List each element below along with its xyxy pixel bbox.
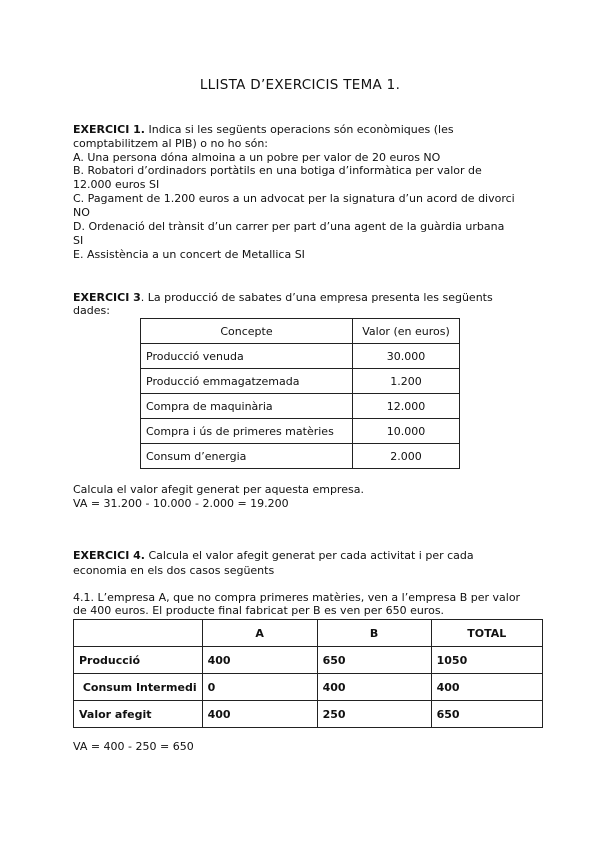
exercise-1-line: E. Assistència a un concert de Metallica SI — [73, 248, 305, 261]
exercise-1-line: SI — [73, 234, 84, 247]
exercise-3-line: dades: — [73, 304, 110, 317]
table-row — [74, 674, 543, 701]
table-cell: 1.200 — [353, 369, 460, 394]
table-cell: 10.000 — [353, 419, 460, 444]
table-cell: 400 — [317, 674, 431, 701]
table-row — [74, 701, 543, 728]
exercise-4-heading: EXERCICI 4. — [73, 549, 145, 562]
table-cell: 650 — [317, 647, 431, 674]
table-cell: Consum d’energia — [141, 444, 353, 469]
table-cell: 12.000 — [353, 394, 460, 419]
exercise-3-heading: EXERCICI 3 — [73, 291, 141, 304]
exercise-4-text: Calcula el valor afegit generat per cada activitat i per cada — [144, 549, 474, 562]
exercise-4-line: economia en els dos casos següents — [73, 564, 275, 577]
exercise-1-line: 12.000 euros SI — [73, 178, 160, 191]
exercise-1-line: D. Ordenació del trànsit d’un carrer per part d’una agent de la guàrdia urbana — [73, 220, 505, 233]
table-row — [141, 444, 460, 469]
table-row — [141, 394, 460, 419]
header-cell: A — [202, 620, 317, 647]
table-cell: Producció emmagatzemada — [141, 369, 353, 394]
table-cell: 1050 — [431, 647, 542, 674]
header-cell: Concepte — [141, 319, 353, 344]
table-cell: Compra i ús de primeres matèries — [141, 419, 353, 444]
case-4-1-line: 4.1. L’empresa A, que no compra primeres matèries, ven a l’empresa B per valor — [73, 591, 521, 604]
table-row — [141, 369, 460, 394]
exercise-1-heading: EXERCICI 1. — [73, 123, 145, 136]
header-cell: TOTAL — [431, 620, 542, 647]
table-cell: 250 — [317, 701, 431, 728]
exercise-3-text: . La producció de sabates d’una empresa presenta les següents — [140, 291, 493, 304]
production-table — [140, 318, 460, 469]
table-cell: Producció — [74, 647, 203, 674]
exercise-3-answer: VA = 31.200 - 10.000 - 2.000 = 19.200 — [73, 497, 289, 510]
header-cell — [74, 620, 203, 647]
table-header-row — [141, 319, 460, 344]
page-title: LLISTA D’EXERCICIS TEMA 1. — [199, 77, 401, 93]
table-cell: Compra de maquinària — [141, 394, 353, 419]
exercise-1-text: Indica si les següents operacions són econòmiques (les — [144, 123, 454, 136]
table-cell: 400 — [431, 674, 542, 701]
exercise-1-line: NO — [73, 206, 90, 219]
header-cell: B — [317, 620, 431, 647]
header-cell: Valor (en euros) — [353, 319, 460, 344]
table-row — [74, 647, 543, 674]
table-cell: Producció venuda — [141, 344, 353, 369]
value-added-table — [73, 619, 543, 728]
table-cell: Consum Intermedi — [74, 674, 203, 701]
exercise-1-line: A. Una persona dóna almoina a un pobre per valor de 20 euros NO — [73, 151, 441, 164]
table-cell: 30.000 — [353, 344, 460, 369]
table-cell: 2.000 — [353, 444, 460, 469]
table-row — [141, 419, 460, 444]
exercise-1-line: B. Robatori d’ordinadors portàtils en una botiga d’informàtica per valor de — [73, 164, 482, 177]
table-cell: 650 — [431, 701, 542, 728]
exercise-4-answer: VA = 400 - 250 = 650 — [73, 740, 194, 753]
exercise-3-answer: Calcula el valor afegit generat per aquesta empresa. — [73, 483, 364, 496]
table-cell: 0 — [202, 674, 317, 701]
table-header-row — [74, 620, 543, 647]
exercise-1-line: C. Pagament de 1.200 euros a un advocat per la signatura d’un acord de divorci — [73, 192, 515, 205]
exercise-1-line: comptabilitzem al PIB) o no ho són: — [73, 137, 269, 150]
table-cell: 400 — [202, 647, 317, 674]
table-row — [141, 344, 460, 369]
case-4-1-line: de 400 euros. El producte final fabricat per B es ven per 650 euros. — [73, 604, 445, 617]
table-cell: 400 — [202, 701, 317, 728]
table-cell: Valor afegit — [74, 701, 203, 728]
